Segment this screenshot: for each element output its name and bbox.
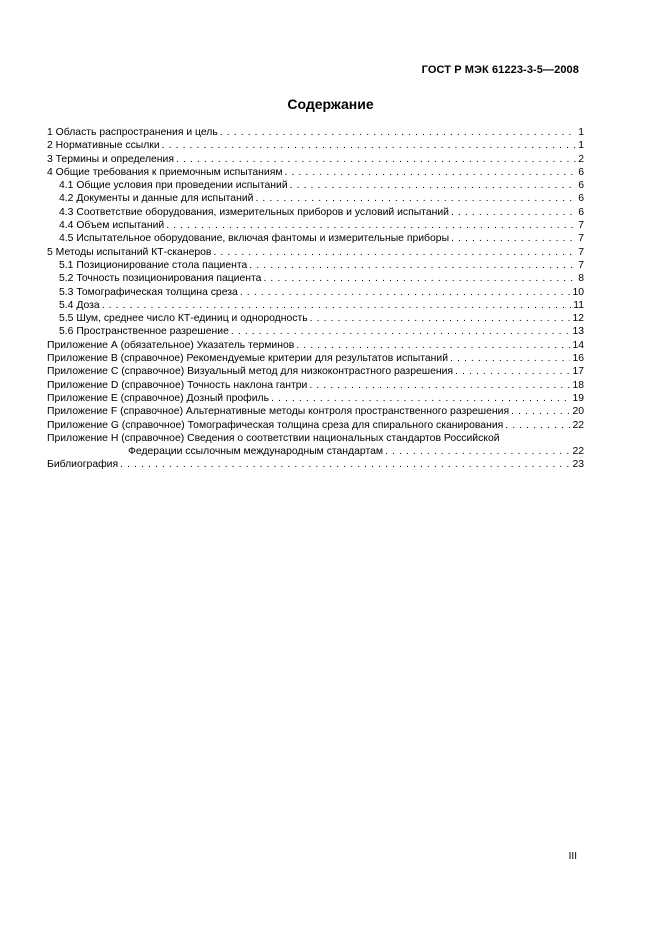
toc-entry[interactable] [47, 139, 584, 152]
toc-entry-label: 5.3 Томографическая толщина среза [59, 286, 238, 298]
toc-entry-page: 6 [578, 206, 584, 218]
toc-entry-label: 5.5 Шум, среднее число КТ-единиц и однородность [59, 313, 308, 325]
toc-entry[interactable] [47, 246, 584, 259]
toc-entry-page: 10 [572, 286, 584, 298]
toc-leader-dots [451, 232, 576, 245]
toc-leader-dots [290, 179, 577, 192]
toc-leader-dots [231, 325, 571, 338]
toc-subentry[interactable] [47, 325, 584, 338]
toc-entry-label: Федерации ссылочным международным стандартам [128, 446, 384, 458]
toc-entry-annex[interactable] [47, 352, 584, 365]
toc-leader-dots [220, 126, 576, 139]
toc-leader-dots [511, 405, 570, 418]
toc-entry-page: 8 [578, 273, 584, 285]
toc-entry-page: 7 [578, 259, 584, 271]
toc-entry-label: Приложение F (справочное) Альтернативные методы контроля пространственного разрешения [47, 406, 510, 418]
toc-leader-dots [162, 139, 577, 152]
toc-leader-dots [271, 392, 570, 405]
toc-entry-page: 14 [572, 339, 584, 351]
toc-entry-label: Приложение D (справочное) Точность наклона гантри [47, 379, 308, 391]
toc-entry-page: 20 [572, 406, 584, 418]
toc-leader-dots [450, 352, 570, 365]
toc-entry-label: 5 Методы испытаний КТ-сканеров [47, 246, 212, 258]
toc-entry-label: 2 Нормативные ссылки [47, 140, 160, 152]
toc-entry-label: Приложение С (справочное) Визуальный метод для низкоконтрастного разрешения [47, 366, 454, 378]
toc-leader-dots [249, 259, 576, 272]
toc-leader-dots [102, 299, 572, 312]
toc-subentry[interactable] [47, 259, 584, 272]
toc-leader-dots [255, 192, 576, 205]
toc-entry-page: 16 [572, 353, 584, 365]
toc-leader-dots [296, 339, 570, 352]
toc-subentry[interactable] [47, 272, 584, 285]
toc-leader-dots [240, 286, 571, 299]
toc-entry-page: 11 [573, 299, 584, 311]
toc-entry-label: 1 Область распространения и цель [47, 127, 218, 138]
toc-entry-label: Приложение А (обязательное) Указатель терминов [47, 339, 295, 351]
toc-entry-label: 4.1 Общие условия при проведении испытаний [59, 180, 288, 192]
toc-entry-label: 5.2 Точность позиционирования пациента [59, 273, 262, 285]
toc-subentry[interactable] [47, 299, 584, 312]
toc-leader-dots [310, 312, 571, 325]
toc-entry-page: 6 [578, 166, 584, 178]
toc-entry-page: 7 [578, 233, 584, 245]
toc-leader-dots [176, 153, 576, 166]
toc-entry-annex[interactable] [47, 365, 584, 378]
toc-entry-page: 1 [578, 127, 584, 138]
toc-entry-page: 7 [578, 220, 584, 232]
toc-entry-page: 17 [572, 366, 584, 378]
toc-entry-label: 5.6 Пространственное разрешение [59, 326, 229, 338]
toc-entry-bibliography[interactable] [47, 458, 584, 471]
toc-entry-label: 4.3 Соответствие оборудования, измерительных приборов и условий испытаний [59, 206, 449, 218]
toc-entry-label: 4.2 Документы и данные для испытаний [59, 193, 254, 205]
toc-entry-label: Приложение Е (справочное) Дозный профиль [47, 392, 269, 404]
toc-entry[interactable] [47, 126, 584, 139]
toc-entry-label: Приложение G (справочное) Томографическая толщина среза для спирального сканирования [47, 419, 504, 431]
toc-entry-annex[interactable] [47, 379, 584, 392]
toc-leader-dots [455, 365, 570, 378]
toc-entry[interactable] [47, 153, 584, 166]
toc-leader-dots [120, 458, 570, 471]
toc-entry-page: 13 [572, 326, 584, 338]
toc-entry-page: 7 [578, 246, 584, 258]
toc-subentry[interactable] [47, 206, 584, 219]
toc-entry-label: 5.4 Доза [59, 299, 100, 311]
toc-entry-continuation[interactable] [47, 445, 584, 458]
toc-entry-annex[interactable] [47, 392, 584, 405]
toc-entry-annex[interactable] [47, 405, 584, 418]
toc-entry-annex[interactable] [47, 432, 584, 445]
toc-entry-page: 6 [578, 180, 584, 192]
toc-entry-page: 23 [572, 459, 584, 471]
toc-leader-dots [166, 219, 576, 232]
toc-subentry[interactable] [47, 179, 584, 192]
toc-entry-annex[interactable] [47, 339, 584, 352]
toc-subentry[interactable] [47, 232, 584, 245]
toc-entry-annex[interactable] [47, 419, 584, 432]
toc-entry-page: 12 [572, 313, 584, 325]
toc-entry-page: 19 [572, 392, 584, 404]
page-title: Содержание [287, 96, 374, 112]
toc-leader-dots [284, 166, 576, 179]
page-number: III [568, 851, 577, 862]
toc-entry-label: 5.1 Позиционирование стола пациента [59, 259, 248, 271]
toc-subentry[interactable] [47, 219, 584, 232]
toc-leader-dots [309, 379, 570, 392]
toc-subentry[interactable] [47, 192, 584, 205]
toc-entry-label: Приложение В (справочное) Рекомендуемые критерии для результатов испытаний [47, 353, 449, 365]
toc-entry-page: 22 [572, 419, 584, 431]
toc-leader-dots [385, 445, 570, 458]
toc-leader-dots [263, 272, 576, 285]
table-of-contents [47, 126, 584, 472]
toc-entry-label: Приложение Н (справочное) Сведения о соответствии национальных стандартов Российской [47, 432, 500, 444]
toc-entry-page: 1 [578, 140, 584, 152]
toc-entry-page: 2 [578, 153, 584, 165]
standard-designation: ГОСТ Р МЭК 61223-3-5—2008 [421, 64, 579, 76]
toc-entry-label: 3 Термины и определения [47, 153, 174, 165]
toc-entry-page: 6 [578, 193, 584, 205]
toc-entry-label: 4 Общие требования к приемочным испытаниям [47, 166, 283, 178]
toc-leader-dots [451, 206, 576, 219]
toc-leader-dots [213, 246, 576, 259]
toc-entry-page: 22 [572, 446, 584, 458]
toc-entry-page: 18 [572, 379, 584, 391]
toc-entry-label: 4.4 Объем испытаний [59, 220, 165, 232]
toc-entry-label: 4.5 Испытательное оборудование, включая фантомы и измерительные приборы [59, 233, 450, 245]
toc-subentry[interactable] [47, 312, 584, 325]
toc-entry[interactable] [47, 166, 584, 179]
toc-entry-label: Библиография [47, 459, 119, 471]
toc-leader-dots [505, 419, 570, 432]
toc-subentry[interactable] [47, 286, 584, 299]
